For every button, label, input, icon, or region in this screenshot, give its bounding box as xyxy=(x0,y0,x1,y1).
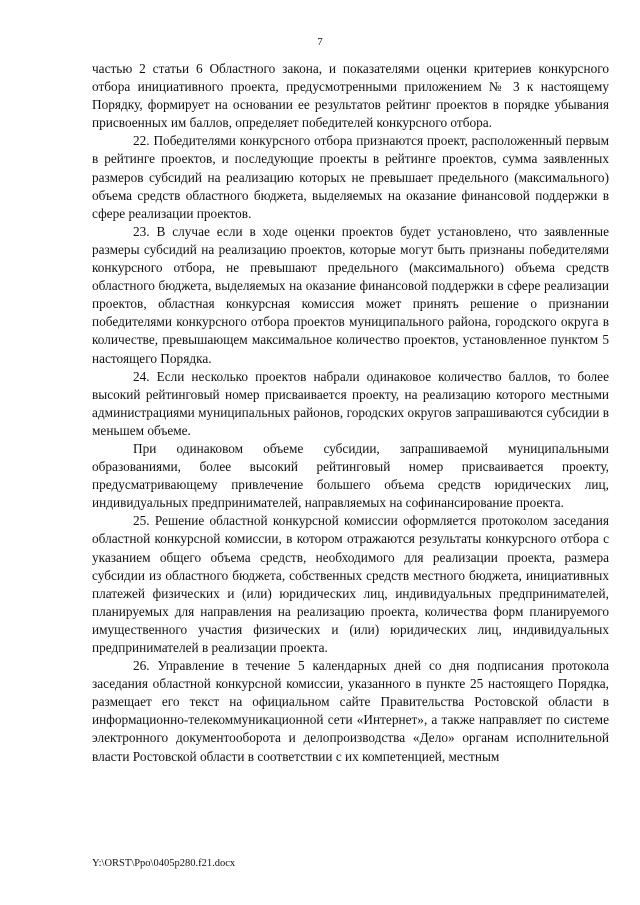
page-number: 7 xyxy=(317,36,323,48)
paragraph-24-continued: При одинаковом объеме субсидии, запрашиваемой муниципальными образованиями, более высокий рейтинговый номер присваивается проекту, предусматривающему привлечение большего объема средств юридических лиц, индивидуальных предпринимателей, направляемых на софинансирование проекта. xyxy=(92,440,609,511)
paragraph-continuation: частью 2 статьи 6 Областного закона, и показателями оценки критериев конкурсного отбора инициативного проекта, предусмотренными приложением № 3 к настоящему Порядку, формирует на основании ее результатов рейтинг проектов в порядке убывания присвоенных им баллов, определяет победителей конкурсного отбора. xyxy=(92,61,609,131)
file-path-footer: Y:\ORST\Ppo\0405p280.f21.docx xyxy=(92,858,236,869)
paragraph-24: 24. Если несколько проектов набрали одинаковое количество баллов, то более высокий рейтинговый номер присваивается проекту, на реализацию которого местными администрациями муниципальных районов, городских округов запрашиваются субсидии в меньшем объеме. xyxy=(92,368,609,438)
paragraph-22: 22. Победителями конкурсного отбора признаются проект, расположенный первым в рейтинге проектов, и последующие проекты в рейтинге проектов, сумма заявленных размеров субсидий на реализацию которых не превышает предельного (максимального) объема средств областного бюджета, выделяемых на оказание финансовой поддержки в сфере реализации проектов. xyxy=(92,133,609,221)
paragraph-25: 25. Решение областной конкурсной комиссии оформляется протоколом заседания областной конкурсной комиссии, в котором отражаются результаты конкурсного отбора с указанием общего объема средств, необходимого для реализации проекта, размера субсидии из областного бюджета, собственных средств местного бюджета, инициативных платежей физических и (или) юридических лиц, индивидуальных предпринимателей, планируемых для направления на реализацию проекта, количества форм планируемого имущественного участия физических и (или) юридических лиц, индивидуальных предпринимателей в реализации проекта. xyxy=(92,513,609,655)
document-body xyxy=(92,60,609,766)
paragraph-23: 23. В случае если в ходе оценки проектов будет установлено, что заявленные размеры субсидий на реализацию проектов, которые могут быть признаны победителями конкурсного отбора, не превышают предельного (максимального) объема средств областного бюджета, выделяемых на оказание финансовой поддержки в сфере реализации проектов, областная конкурсная комиссия может принять решение о признании победителями конкурсного отбора проектов муниципального района, городского округа в количестве, превышающем максимальное количество проектов, установленное пунктом 5 настоящего Порядка. xyxy=(92,223,609,366)
paragraph-26: 26. Управление в течение 5 календарных дней со дня подписания протокола заседания областной конкурсной комиссии, указанного в пункте 25 настоящего Порядка, размещает его текст на официальном сайте Правительства Ростовской области в информационно-телекоммуникационной сети «Интернет», а также направляет по системе электронного документооборота и делопроизводства «Дело» органам исполнительной власти Ростовской области в соответствии с их компетенцией, местным xyxy=(92,658,609,764)
